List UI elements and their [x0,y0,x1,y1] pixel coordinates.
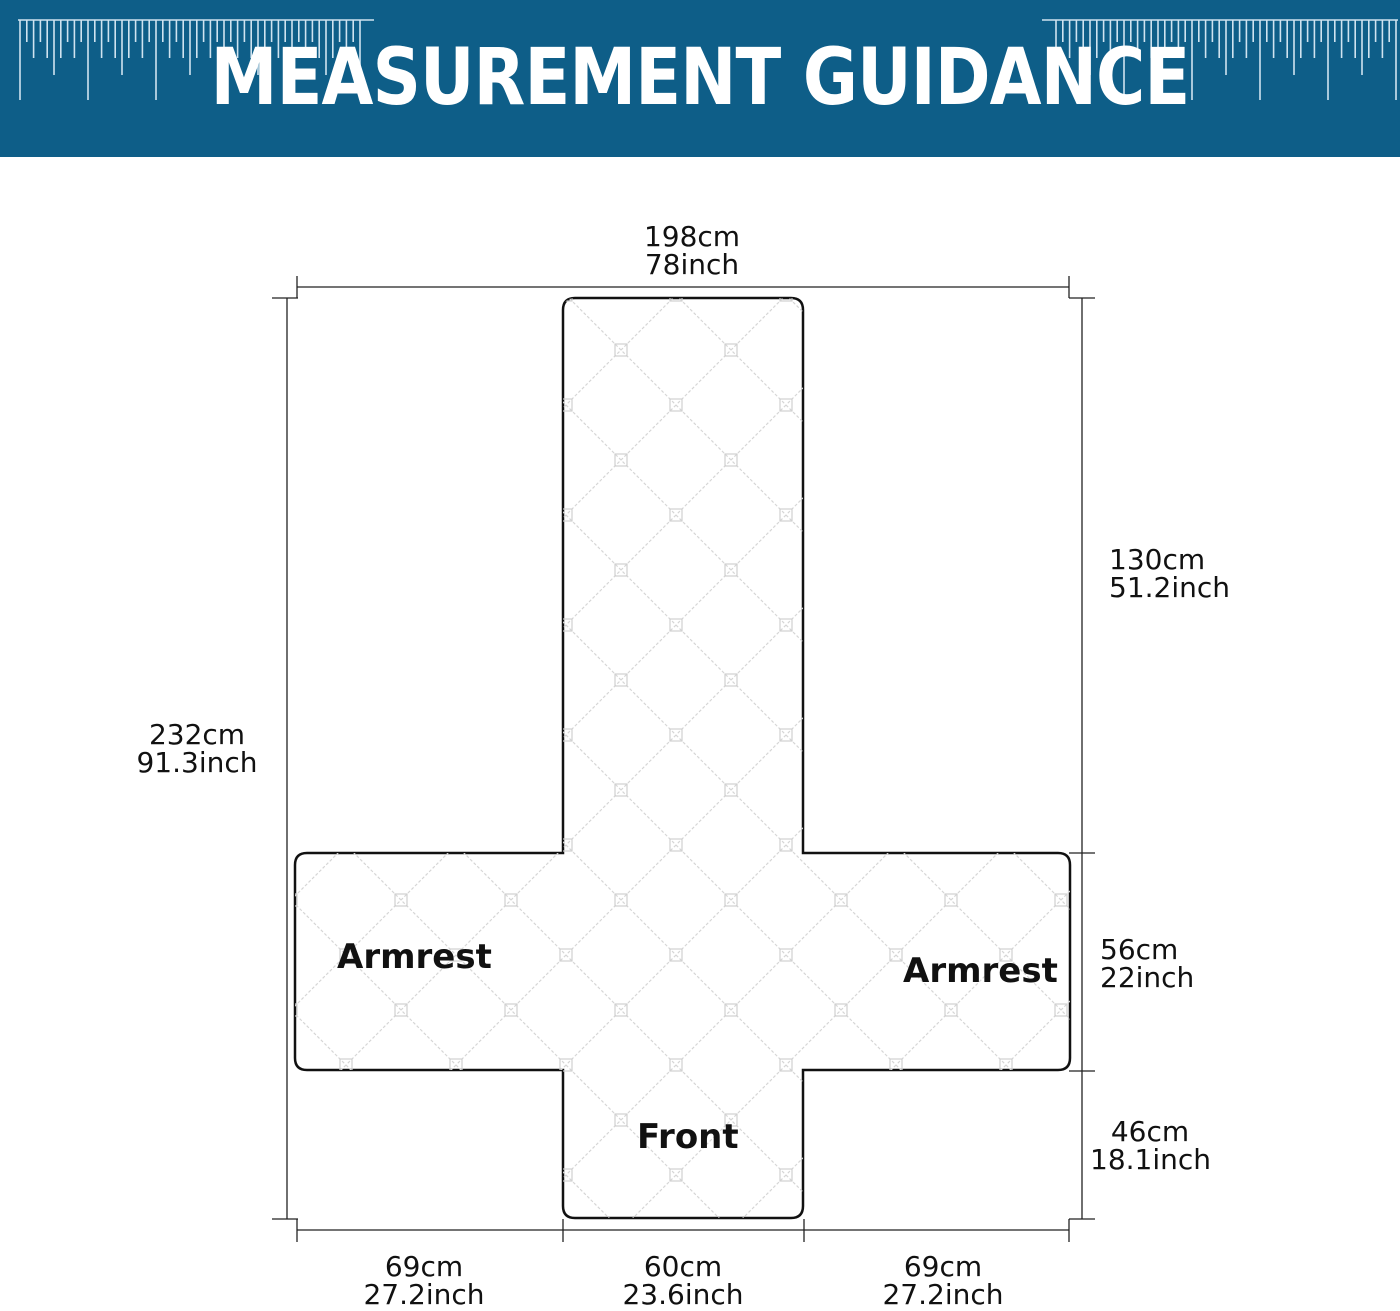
label-seat-width-inch: 23.6inch [622,1278,744,1311]
label-front-height [1090,1115,1212,1176]
zone-right-armrest: Armrest [903,951,1058,991]
label-arm-band-height-cm: 56cm [1100,933,1179,966]
label-left-arm-width [344,1250,504,1311]
label-left-arm-width-cm: 69cm [384,1250,464,1283]
label-front-height-cm: 46cm [1110,1115,1190,1148]
quilt-pattern [295,298,1070,1218]
label-total-width-inch: 78inch [644,248,740,281]
zone-front: Front [637,1117,739,1157]
label-right-arm-width [863,1250,1023,1311]
label-total-height-inch: 91.3inch [136,746,258,779]
label-front-height-inch: 18.1inch [1090,1143,1212,1176]
label-total-height-cm: 232cm [148,718,246,751]
label-total-height [122,718,272,779]
label-seat-width-cm: 60cm [643,1250,723,1283]
label-total-width [612,220,772,281]
label-seat-width [603,1250,763,1311]
label-right-arm-width-inch: 27.2inch [882,1278,1004,1311]
label-left-arm-width-inch: 27.2inch [363,1278,485,1311]
label-arm-band-height [1100,933,1195,994]
label-right-arm-width-cm: 69cm [903,1250,983,1283]
label-back-height-cm: 130cm [1109,543,1206,576]
label-back-height-inch: 51.2inch [1109,571,1231,604]
label-arm-band-height-inch: 22inch [1100,961,1195,994]
page-title: MEASUREMENT GUIDANCE [210,33,1190,123]
label-total-width-cm: 198cm [643,220,741,253]
label-back-height [1109,543,1231,604]
zone-left-armrest: Armrest [337,937,492,977]
